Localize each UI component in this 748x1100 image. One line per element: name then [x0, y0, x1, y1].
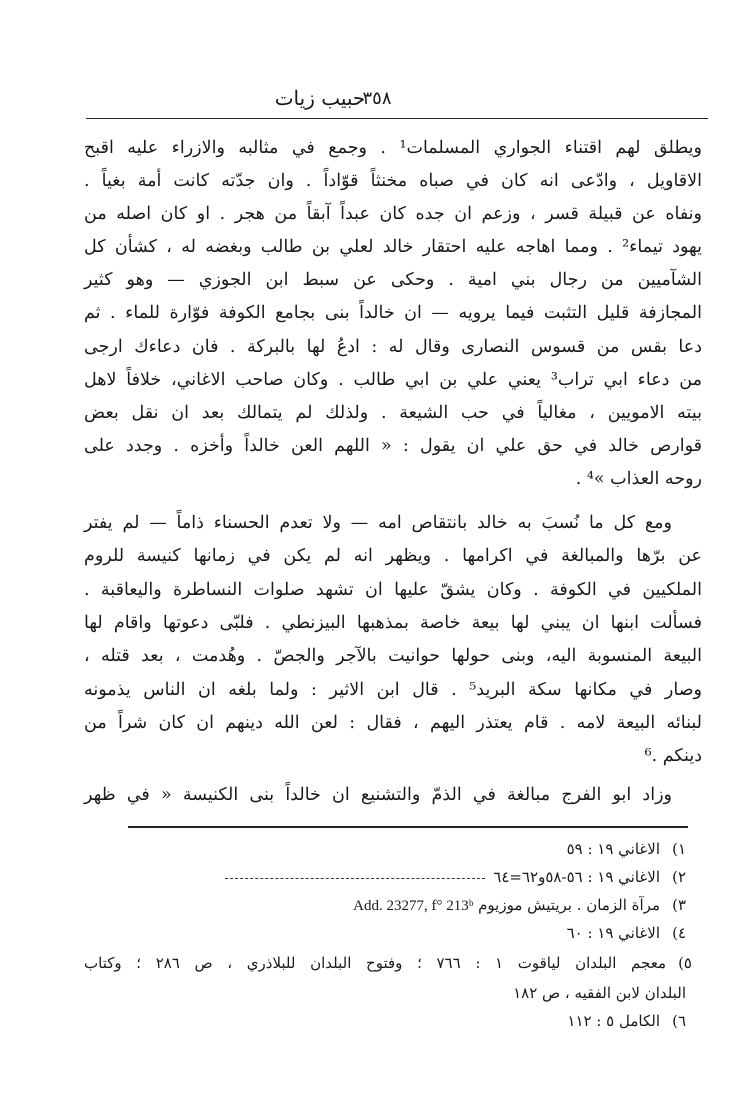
footnote-continuation: البلدان لابن الفقيه ، ص ١٨٢ [513, 984, 686, 1002]
footnote-latin-reference: Add. 23277, f° 213ᵇ [353, 898, 474, 914]
header-rule [86, 118, 708, 119]
footnote-number: ٣) [672, 896, 686, 914]
body-line: عن برّها والمبالغة في اكرامها . ويظهر انه لم يكن في زمانها كنيسة للروم [84, 546, 702, 566]
footnote-number: ١) [672, 840, 686, 858]
body-line: ومع كل ما نُسبَ به خالد بانتقاص امه — ولا تعدم الحسناء ذاماً — لم يفتر [84, 513, 672, 533]
body-line: قوارص خالد في حق علي ان يقول : « اللهم العن خالداً وأخزه . وجدد على [84, 436, 702, 456]
running-head-title: حبيب زيات [274, 86, 366, 110]
footnote [567, 922, 686, 944]
body-line: فسألت ابنها ان يبني لها بيعة خاصة بمذهبها البيزنطي . فلبّى دعوتها واقام لها [84, 613, 702, 633]
body-line: لبنائه البيعة لامه . قام يعتذر اليهم ، فقال : لعن الله دينهم ان كان شراً من [84, 713, 702, 733]
body-line: دعا بقس من قسوس النصارى وقال له : ادعُ لها بالبركة . فان دعاءك ارجى [84, 337, 702, 357]
body-line: الشآميين من رجال بني امية . وحكى عن سبط ابن الجوزي — وهو كثير [84, 270, 702, 290]
body-line: الملكيين في الكوفة . وكان يشقّ عليها ان تشهد صلوات النساطرة واليعاقبة . [84, 580, 702, 600]
body-line: المجازفة قليل التثبت فيما يرويه — ان خالداً بنى بجامع الكوفة فوّارة للماء . ثم [84, 303, 702, 323]
footnote-number: ٦) [672, 1012, 686, 1030]
footnote [567, 1010, 686, 1032]
body-line: ويطلق لهم اقتناء الجواري المسلمات¹ . وجمع في مثالبه والازراء عليه اقبح [84, 138, 702, 158]
body-line: وزاد ابو الفرج مبالغة في الذمّ والتشنيع ان خالداً بنى الكنيسة « في ظهر [84, 785, 672, 805]
footnote-number: ٤) [672, 924, 686, 942]
dashed-line [225, 878, 485, 879]
footnote [225, 866, 686, 888]
footnote-rule [128, 826, 688, 828]
footnote [353, 894, 686, 917]
footnote-text: الاغاني ١٩ : ٦٠ [566, 924, 660, 942]
body-line: البيعة المنسوبة اليه، وبنى حولها حوانيت بالآجر والجصّ . وهُدمت ، بعد قتله ، [84, 646, 702, 666]
footnote-text: الاغاني ١٩ : ٥٩ [566, 840, 660, 858]
footnote [567, 838, 686, 860]
footnote-text: الكامل ٥ : ١١٢ [567, 1012, 660, 1030]
footnote-text: معجم البلدان لياقوت ١ : ٧٦٦ ؛ وفتوح البلدان للبلاذري ، ص ٢٨٦ ؛ وكتاب [84, 954, 666, 972]
page-number: ٣٥٨ [362, 88, 392, 109]
footnote-text: الاغاني ١٩ : ٥٦-٥٨و٦٢=٦٤ [493, 868, 660, 886]
body-line: يهود تيماء² . ومما اهاجه عليه احتقار خالد لعلي بن طالب وبغضه له ، كشأن كل [84, 237, 702, 257]
footnote-number: ٥) [678, 954, 692, 972]
body-line: وصار في مكانها سكة البريد⁵ . قال ابن الاثير : ولما بلغه ان الناس يذمونه [84, 680, 703, 700]
body-line: بيته الامويين ، مغالياً في حب الشيعة . ولذلك لم يتمالك بعد ان نقل بعض [84, 403, 702, 423]
body-line: من دعاء ابي تراب³ يعني علي بن ابي طالب . وكان صاحب الاغاني، خلافاً لاهل [84, 370, 702, 390]
body-line: روحه العذاب »⁴ . [575, 469, 702, 489]
footnote-number: ٢) [672, 868, 686, 886]
footnote [84, 952, 692, 974]
body-line: الاقاويل ، وادّعى انه كان في صباه مخنثاً قوّاداً . وان جدّته كانت أمة بغياً . [84, 171, 702, 191]
footnote-text: مرآة الزمان . بريتيش موزيوم [478, 896, 660, 914]
body-line: ونفاه عن قبيلة قسر ، وزعم ان جده كان عبداً آبقاً من هجر . او كان اصله من [84, 204, 702, 224]
body-line: دينكم .⁶ [644, 746, 702, 766]
